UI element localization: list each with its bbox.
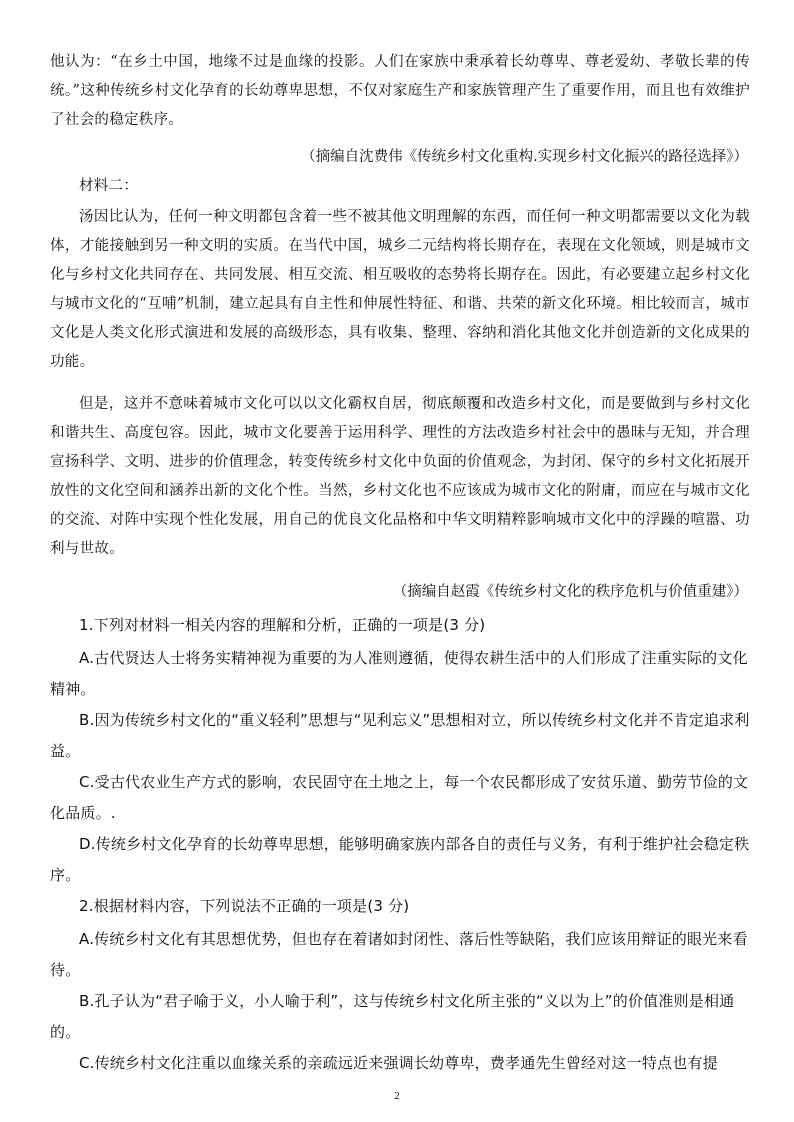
question-2-option-a: A.传统乡村文化有其思想优势，但也存在着诸如封闭性、落后性等缺陷，我们应该用辩证的眼光来看待。 [50, 930, 748, 979]
question-2-stem: 2.根据材料内容，下列说法不正确的一项是(3 分) [79, 897, 410, 915]
question-1-stem: 1.下列对材料一相关内容的理解和分析，正确的一项是(3 分) [79, 616, 486, 634]
question-1-option-b: B.因为传统乡村文化的“重义轻利”思想与“见利忘义”思想相对立，所以传统乡村文化并不肯定追求利益。 [50, 711, 750, 760]
material2-paragraph-2: 但是，这并不意味着城市文化可以以文化霸权自居，彻底颠覆和改造乡村文化，而是要做到与乡村文化和谐共生、高度包容。因此，城市文化要善于运用科学、理性的方法改造乡村社会中的愚昧与无知，并合理宣扬科学、文明、进步的价值理念，转变传统乡村文化中负面的价值观念，为封闭、保守的乡村文化拓展开放性的文化空间和涵养出新的文化个性。当然，乡村文化也不应该成为城市文化的附庸，而应在与城市文化的交流、对阵中实现个性化发展，用自己的优良文化品格和中华文明精粹影响城市文化中的浮躁的喧嚣、功利与世故。 [50, 396, 750, 557]
source-citation-1: （摘编自沈费伟《传统乡村文化重构.实现乡村文化振兴的路径选择》） [301, 149, 748, 165]
source-citation-2: （摘编自赵霞《传统乡村文化的秩序危机与价值重建》） [392, 584, 748, 600]
question-1-option-c: C.受古代农业生产方式的影响，农民固守在土地之上，每一个农民都形成了安贫乐道、勤劳节俭的文化品质。. [50, 773, 749, 822]
page-number: 2 [394, 1090, 400, 1102]
material2-paragraph-1: 汤因比认为，任何一种文明都包含着一些不被其他文明理解的东西，而任何一种文明都需要以文化为载体，才能接触到另一种文明的实质。在当代中国，城乡二元结构将长期存在，表现在文化领域，则是城市文化与乡村文化共同存在、共同发展、相互交流、相互吸收的态势将长期存在。因此，有必要建立起乡村文化与城市文化的“互哺”机制，建立起具有自主性和伸展性特征、和谐、共荣的新文化环境。相比较而言，城市文化是人类文化形式演进和发展的高级形态，具有收集、整理、容纳和消化其他文化并创造新的文化成果的功能。 [50, 209, 750, 370]
question-2-option-c: C.传统乡村文化注重以血缘关系的亲疏远近来强调长幼尊卑，费孝通先生曾经对这一特点也有提 [79, 1054, 718, 1072]
material1-tail-paragraph: 他认为：“在乡土中国，地缘不过是血缘的投影。人们在家族中秉承着长幼尊卑、尊老爱幼、孝敬长辈的传统。”这种传统乡村文化孕育的长幼尊卑思想，不仅对家庭生产和家族管理产生了重要作用，而且也有效维护了社会的稳定秩序。 [50, 54, 750, 128]
material2-heading: 材料二： [79, 178, 139, 194]
question-2-option-b: B.孔子认为“君子喻于义，小人喻于利”，这与传统乡村文化所主张的“义以为上”的价值准则是相通的。 [50, 992, 735, 1041]
question-1-option-d: D.传统乡村文化孕育的长幼尊卑思想，能够明确家族内部各自的责任与义务，有利于维护社会稳定秩序。 [50, 835, 750, 884]
question-1-option-a: A.古代贤达人士将务实精神视为重要的为人准则遵循，使得农耕生活中的人们形成了注重实际的文化精神。 [50, 649, 748, 698]
